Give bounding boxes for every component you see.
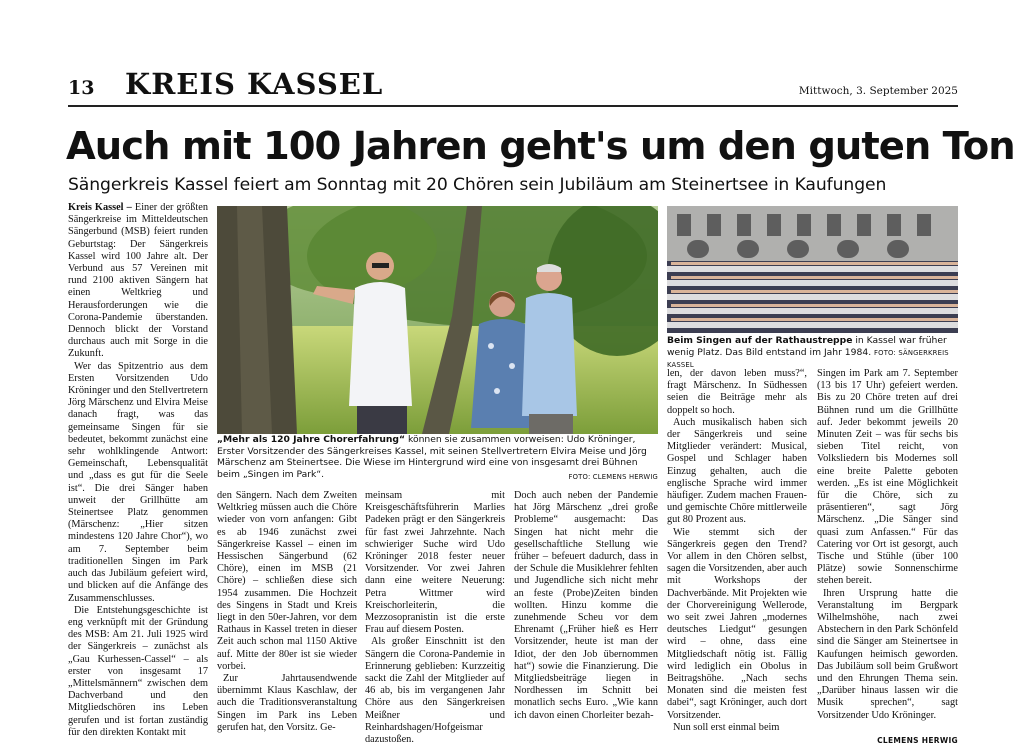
paragraph: den Sängern. Nach dem Zweiten Weltkrieg müssen auch die Chöre wieder von vorn anfangen: Gibt es ab 1946 zunächst zwei Sängerkreise Kassel – einen im Hessischen Sängerbund (62 Chöre), einen im MSB (21 Chöre) – schließen diese sich 1954 zusammen. Die Hochzeit des Singens in Stadt und Kreis liegt in den 50er-Jahren, vor dem Rathaus in Kassel treten in dieser Zeit auch schon mal 1150 Aktive auf. Mitte der 80er ist sie wieder vorbei. [217,490,357,672]
caption-lead: „Mehr als 120 Jahre Chorerfahrung“ [217,434,406,445]
paragraph: Als großer Einschnitt ist den Sängern die Corona-Pandemie in Erinnerung geblieben: Kurzzeitig sackt die Zahl der Mitglieder auf 46 ab, bis im vergangenen Jahr Chöre aus den Sängerkreisen Meißner und Reinhardshagen/Hofgeismar dazustoßen. [365,636,505,746]
caption-text: können sie zusammen vorweisen: Udo Kröninger, Erster Vorsitzender des Sängerkreises Kassel, mit seinen Stellvertretern Elvira Meise und Jörg Märschenz am Steinertsee. Die Wiese im Hintergrund wird eine von insgesamt drei Bühnen beim „Singen im Park“. [217,434,647,480]
paragraph: Ihren Ursprung hatte die Veranstaltung im Bergpark Wilhelmshöhe, nach zwei Abstechern in den Park Schönfeld sind die Sänger am Steinertsee in Kaufungen heimisch geworden. Das Jubiläum soll beim Grußwort und den Ehrungen Thema sein. „Darüber hinaus lassen wir die Musik sprechen“, sagt Vorsitzender Udo Kröninger. [817,587,958,721]
main-photo [217,206,658,434]
paragraph: len, der davon leben muss?“, fragt Märschenz. In Südhessen seien die Beiträge mehr als doppelt so hoch. [667,368,807,416]
paragraph: Singen im Park am 7. September (13 bis 17 Uhr) gefeiert werden. Bis zu 20 Chöre treten auf drei Bühnen rund um die Grillhütte auf. Jeder bekommt jeweils 20 Minuten Zeit – was für sechs bis sieben Titel reicht, von Volksliedern bis Modernes soll eine breite Palette geboten werden. „Es ist eine Möglichkeit für die Chöre, sich zu präsentieren“, sagt Jörg Märschenz. „Die Sänger sind quasi zum Anfassen.“ Für das Catering vor Ort ist gesorgt, auch Tische und Stühle (über 100 Plätze) sowie Sonnenschirme stehen bereit. [817,368,958,587]
side-photo-credit: FOTO: SÄNGERKREIS KASSEL [667,348,949,369]
side-photo [667,206,958,333]
park-photo-illustration [217,206,658,434]
paragraph: Nun soll erst einmal beim [673,721,780,733]
paragraph: Wer das Spitzentrio aus dem Ersten Vorsitzenden Udo Kröninger und den Stellvertretern Jörg Märschenz und Elvira Meise danach fragt, was das gemeinsame Singen für sie bedeutet, bekommt zunächst eine sehr wohlklingende Antwort: Gemeinschaft, Lebensqualität und „dass es gut für die Seele ist“. Die drei Sänger haben unweit der Grillhütte am Steinertsee Platz genommen (Märschenz: „Hier sitzen mindestens 120 Jahre Chor“), wo am 7. September beim traditionellen Singen im Park auch das Jubiläum gefeiert wird, und blicken auf die Anfänge des Zusammenschlusses. [68,360,208,604]
column-4 [514,490,658,750]
headline: Auch mit 100 Jahren geht's um den guten Ton [66,124,1015,169]
page-number: 13 [68,77,95,99]
dateline: Kreis Kassel – [68,202,132,213]
column-1 [68,202,208,750]
header-rule [68,105,958,107]
column-2 [217,490,357,750]
paragraph: Doch auch neben der Pandemie hat Jörg Märschenz „drei große Probleme“ ausgemacht: Das Singen hat nicht mehr die gesellschaftliche Stellung wie früher – befeuert dadurch, dass in der Schule die Musiklehrer fehlten und Jugendliche sich nicht mehr an feste (Probe)Zeiten binden wollten. Hinzu komme die zunehmende Scheu vor dem Ehrenamt („Früher hieß es Herr Vorsitzender, heute ist man der Idiot, der den Job übernommen hat“) sowie die Finanzierung. Die Mitgliedsbeiträge liegen in Nordhessen im Schnitt bei monatlich sechs Euro. „Wie kann ich davon einen Chorleiter bezah- [514,490,658,721]
rathaus-photo-illustration [667,206,958,333]
section-title: KREIS KASSEL [125,67,384,101]
issue-date: Mittwoch, 3. September 2025 [798,85,958,97]
column-5 [667,368,807,750]
paragraph-text: Einer der größten Sängerkreise im Mitteldeutschen Sängerbund (MSB) feiert runden Geburtstag: Der Sängerkreis Kassel wird 100 Jahre alt. Der Verbund aus 57 Vereinen mit rund 2100 aktiven Sängern hat einen Weltkrieg und Herausforderungen wie die Corona-Pandemie überstanden. Dennoch blickt der Vorstand durchaus auch mit Sorge in die Zukunft. [68,202,208,360]
subheadline: Sängerkreis Kassel feiert am Sonntag mit 20 Chören sein Jubiläum am Steinertsee in Kaufungen [68,175,887,195]
column-3 [365,490,505,750]
paragraph: Die Entstehungsgeschichte ist eng verknüpft mit der Gründung des MSB: Am 21. Juli 1925 wird der Sängerkreis – zunächst als „Gau Kurhessen-Cassel“ – als erster von insgesamt 17 „Mittelsmännern“ zwischen dem Dachverband und den Mitgliedschören ins Leben gerufen und ist fortan zuständig für den direkten Kontakt mit [68,604,208,738]
caption-text: in Kassel war früher wenig Platz. Das Bild entstand im Jahr 1984. [667,335,947,358]
paragraph: Auch musikalisch haben sich der Sängerkreis und seine Mitglieder verändert: Musical, Gospel und Schlager haben Einzug gehalten, auch die englische Sprache wird immer häufiger. Zudem machen Frauen- und gemischte Chöre mittlerweile gut 80 Prozent aus. [667,416,807,526]
main-photo-credit: FOTO: CLEMENS HERWIG [568,473,658,481]
paragraph: Wie stemmt sich der Sängerkreis gegen den Trend? Vor allem in den Chören selbst, sagen die Vorsitzenden, aber auch mit Workshops der Dachverbände. Mit Projekten wie der Chorvereinigung Wellerode, wo seit zwei Jahren „modernes deutsches Liedgut“ gesungen wird – ohne, dass eine Mitgliedschaft nötig ist. Fällig wird lediglich ein Obolus in Beitragshöhe. „Nach sechs Monaten sind die meisten fest dabei“, sagt Kröninger, auch dort Vorsitzender. [667,526,807,721]
side-photo-caption [667,335,958,372]
paragraph: Zur Jahrtausendwende übernimmt Klaus Kaschlaw, der auch die Traditionsveranstaltung Singen im Park ins Leben gerufen hat, den Vorsitz. Ge- [217,673,357,733]
author-byline: CLEMENS HERWIG [877,736,958,745]
paragraph [68,202,208,361]
column-6 [817,368,958,738]
caption-lead: Beim Singen auf der Rathaustreppe [667,335,853,346]
paragraph: meinsam mit Kreisgeschäftsführerin Marlies Padeken prägt er den Sängerkreis für fast zwei Jahrzehnte. Nach schwieriger Suche wird Udo Kröninger 2018 fester neuer Vorsitzender. Vor zwei Jahren dann eine weitere Neuerung: Petra Wittmer wird Kreischorleiterin, die Mezzosopranistin ist die erste Frau auf diesem Posten. [365,490,505,636]
